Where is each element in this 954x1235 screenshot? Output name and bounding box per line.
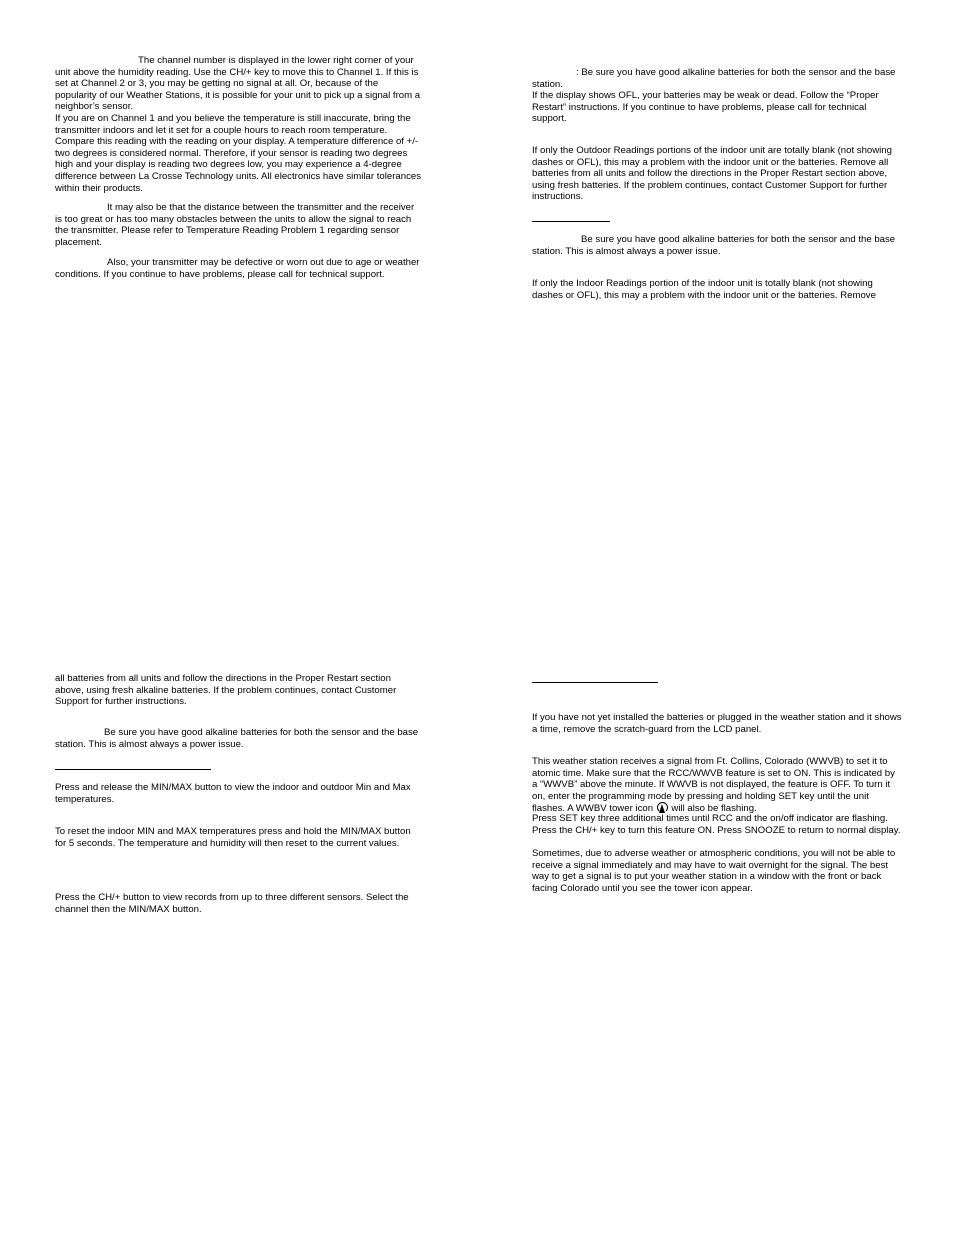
power-issue-paragraph-2: Be sure you have good alkaline batteries for both the sensor and the base station. This is almost always a power issue. <box>55 727 419 750</box>
indoor-readings-blank-paragraph: If only the Indoor Readings portion of the indoor unit is totally blank (not showing dashes or OFL), this may a problem with the indoor unit or the batteries. Remove <box>532 278 876 301</box>
channel-number-paragraph: The channel number is displayed in the lower right corner of your unit above the humidity reading. Use the CH/+ key to move this to Channel 1. If this is set at Channel 2 or 3, you may be getting no signal at all. Or, because of the popularity of our Weather Stations, it is possible for your unit to pick up a signal from a neighbor’s sensor. <box>55 55 421 113</box>
time-heading-rule <box>532 682 658 683</box>
alkaline-batteries-paragraph: : Be sure you have good alkaline batteries for both the sensor and the base station. <box>532 67 896 90</box>
restart-continued-paragraph: all batteries from all units and follow the directions in the Proper Restart section above, using fresh alkaline batteries. If the problem continues, contact Customer Support for further instructions. <box>55 673 397 708</box>
channel-1-calibration-paragraph: If you are on Channel 1 and you believe the temperature is still inaccurate, bring the transmitter indoors and let it set for a couple hours to reach room temperature. Compare this reading with the reading on your display. A temperature difference of +/- two degrees is considered normal. Therefore, if your sensor is reading two degrees high and your display is reading two degrees low, you may experience a 4-degree difference between La Crosse Technology units. All electronics have similar tolerances within their products. <box>55 113 422 194</box>
channel-records-paragraph: Press the CH/+ button to view records from up to three different sensors. Select the channel then the MIN/MAX button. <box>55 892 409 915</box>
rcc-setting-paragraph: Press SET key three additional times until RCC and the on/off indicator are flashing. Press the CH/+ key to turn this feature ON. Press SNOOZE to return to normal display. <box>532 813 901 836</box>
reset-min-max-paragraph: To reset the indoor MIN and MAX temperatures press and hold the MIN/MAX button for 5 seconds. The temperature and humidity will then reset to the current values. <box>55 826 411 849</box>
ofl-display-paragraph: If the display shows OFL, your batteries may be weak or dead. Follow the “Proper Restart” instructions. If you continue to have problems, please call for technical support. <box>532 90 879 125</box>
section-heading-rule <box>532 221 610 222</box>
view-min-max-paragraph: Press and release the MIN/MAX button to view the indoor and outdoor Min and Max temperatures. <box>55 782 411 805</box>
wwvb-text-end: will also be flashing. <box>671 803 757 815</box>
defective-transmitter-paragraph: Also, your transmitter may be defective or worn out due to age or weather conditions. If you continue to have problems, please call for technical support. <box>55 257 420 280</box>
scratch-guard-paragraph: If you have not yet installed the batteries or plugged in the weather station and it shows a time, remove the scratch-guard from the LCD panel. <box>532 712 902 735</box>
tower-icon <box>656 802 669 813</box>
signal-reception-paragraph: Sometimes, due to adverse weather or atmospheric conditions, you will not be able to receive a signal immediately and may have to wait overnight for the signal. The best way to get a signal is to put your weather station in a window with the front or back facing Colorado until you see the tower icon appear. <box>532 848 896 894</box>
power-issue-paragraph: Be sure you have good alkaline batteries for both the sensor and the base station. This is almost always a power issue. <box>532 234 896 257</box>
wwvb-text: This weather station receives a signal from Ft. Collins, Colorado (WWVB) to set it to atomic time. Make sure that the RCC/WWVB feature is set to ON. This is indicated by a “WWVB” above the minute. If WWVB is not displayed, the feature is OFF. To turn it on, enter the programming mode by pressing and holding SET key until the unit flashes. A WWBV tower icon <box>532 756 895 815</box>
outdoor-readings-blank-paragraph: If only the Outdoor Readings portions of the indoor unit are totally blank (not showing dashes or OFL), this may a problem with the indoor unit or the batteries. Remove all batteries from all units and follow the directions in the Proper Restart section above, using fresh batteries. If the problem continues, contact Customer Support for further instructions. <box>532 145 892 203</box>
wwvb-paragraph <box>532 756 902 815</box>
distance-paragraph: It may also be that the distance between the transmitter and the receiver is too great or has too many obstacles between the units to allow the signal to reach the transmitter. Please refer to Temperature Reading Problem 1 regarding sensor placement. <box>55 202 415 248</box>
min-max-heading-rule <box>55 769 211 770</box>
